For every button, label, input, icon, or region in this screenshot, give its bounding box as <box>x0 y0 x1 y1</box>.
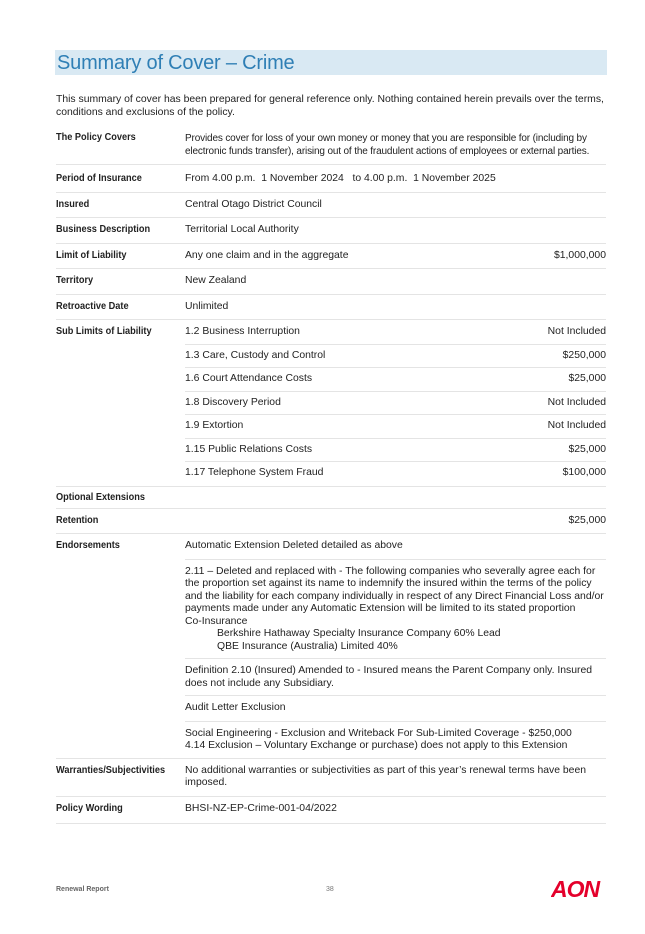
limit-description: Any one claim and in the aggregate <box>185 249 349 261</box>
endorsement-item <box>185 560 606 660</box>
sublimit-item <box>185 439 606 463</box>
row-value: Provides cover for loss of your own money or money that you are responsible for (including by electronic funds transfer), arising out of the fraudulent actions of employees or external parties. <box>185 133 590 157</box>
row-value: Unlimited <box>185 300 229 312</box>
row-territory <box>56 269 606 295</box>
endorsement-line: 4.14 Exclusion – Voluntary Exchange or purchase) does not apply to this Extension <box>185 740 568 751</box>
row-label: Territory <box>56 275 94 286</box>
footer-report-label: Renewal Report <box>56 886 109 893</box>
sublimit-item <box>185 368 606 392</box>
summary-table <box>56 128 606 824</box>
sublimit-amount: Not Included <box>547 396 606 408</box>
limit-amount: $1,000,000 <box>553 249 606 261</box>
row-value <box>185 244 606 269</box>
intro-text: This summary of cover has been prepared for general reference only. Nothing contained herein prevails over the terms, conditions and exclusions of the policy. <box>56 94 604 118</box>
endorsement-item: Automatic Extension Deleted detailed as above <box>185 534 606 560</box>
row-label: Retroactive Date <box>56 300 129 312</box>
sublimits-list <box>185 320 606 486</box>
row-label: Business Description <box>56 224 151 235</box>
footer-page-number: 38 <box>326 886 334 893</box>
endorsement-line: Social Engineering - Exclusion and Writeback For Sub-Limited Coverage - $250,000 <box>185 727 572 739</box>
row-label: Limit of Liability <box>56 249 127 261</box>
row-business <box>56 218 606 244</box>
sublimit-amount: Not Included <box>547 326 606 337</box>
endorsements-list <box>185 534 606 758</box>
endorsement-item: Audit Letter Exclusion <box>185 696 606 722</box>
sublimit-name: 1.9 Extortion <box>185 420 244 431</box>
row-label: Warranties/Subjectivities <box>56 764 166 776</box>
sublimit-amount: $100,000 <box>562 467 606 478</box>
row-label: Retention <box>56 514 99 526</box>
sublimit-item <box>185 415 606 439</box>
sublimit-amount: $25,000 <box>568 443 606 455</box>
endorsement-item <box>185 722 606 758</box>
retention-amount: $25,000 <box>568 514 606 526</box>
endorsement-text: 2.11 – Deleted and replaced with - The following companies who severally agree each for the proportion set against its name to indemnify the insured within the terms of the policy and the liability for each company individually in respect of any Direct Financial Loss and/or payments made under any Automatic Extension will be limited to its stated proportion <box>185 565 604 614</box>
sublimit-item <box>185 462 606 486</box>
row-optional-extensions <box>56 487 606 509</box>
sublimit-name: 1.3 Care, Custody and Control <box>185 349 326 361</box>
row-value: Central Otago District Council <box>185 198 322 210</box>
aon-logo-icon <box>551 874 607 902</box>
row-value <box>185 487 606 508</box>
sublimit-amount: $25,000 <box>568 373 606 384</box>
row-value: BHSI-NZ-EP-Crime-001-04/2022 <box>185 802 337 814</box>
page-title: Summary of Cover – Crime <box>57 52 295 74</box>
row-value: From 4.00 p.m. 1 November 2024 to 4.00 p.m. 1 November 2025 <box>185 173 496 184</box>
sublimit-name: 1.2 Business Interruption <box>185 326 300 337</box>
sublimit-item <box>185 345 606 369</box>
sublimit-name: 1.17 Telephone System Fraud <box>185 467 324 478</box>
sublimit-amount: $250,000 <box>562 349 606 361</box>
insurer-line: Berkshire Hathaway Specialty Insurance Company 60% Lead <box>217 628 501 639</box>
row-retroactive <box>56 295 606 321</box>
endorsement-item: Definition 2.10 (Insured) Amended to - Insured means the Parent Company only. Insured does not include any Subsidiary. <box>185 659 606 696</box>
row-value: New Zealand <box>185 275 247 286</box>
sublimit-item <box>185 392 606 416</box>
page-title-bar <box>55 50 607 75</box>
row-label: Insured <box>56 198 90 210</box>
row-label: Period of Insurance <box>56 173 142 184</box>
row-policy-covers <box>56 128 606 165</box>
row-insured <box>56 193 606 219</box>
row-label: The Policy Covers <box>56 132 136 143</box>
coinsurance-label: Co-Insurance <box>185 615 248 627</box>
row-period <box>56 165 606 193</box>
aon-logo-text: AON <box>551 876 600 902</box>
row-sublimits <box>56 320 606 487</box>
row-limit <box>56 244 606 270</box>
insurer-line: QBE Insurance (Australia) Limited 40% <box>217 640 398 652</box>
row-label: Policy Wording <box>56 802 123 814</box>
sublimit-name: 1.6 Court Attendance Costs <box>185 373 313 384</box>
row-value: No additional warranties or subjectivities as part of this year’s renewal terms have been imposed. <box>185 764 587 788</box>
row-endorsements <box>56 534 606 759</box>
sublimit-name: 1.8 Discovery Period <box>185 396 281 408</box>
row-policy-wording <box>56 797 606 825</box>
row-value: Territorial Local Authority <box>185 224 299 235</box>
row-label: Endorsements <box>56 540 120 551</box>
sublimit-amount: Not Included <box>547 420 606 431</box>
row-retention <box>56 509 606 535</box>
row-label: Sub Limits of Liability <box>56 326 152 337</box>
row-label: Optional Extensions <box>56 491 145 503</box>
sublimit-item <box>185 320 606 345</box>
sublimit-name: 1.15 Public Relations Costs <box>185 443 313 455</box>
row-value <box>185 509 606 534</box>
row-warranties <box>56 759 606 797</box>
